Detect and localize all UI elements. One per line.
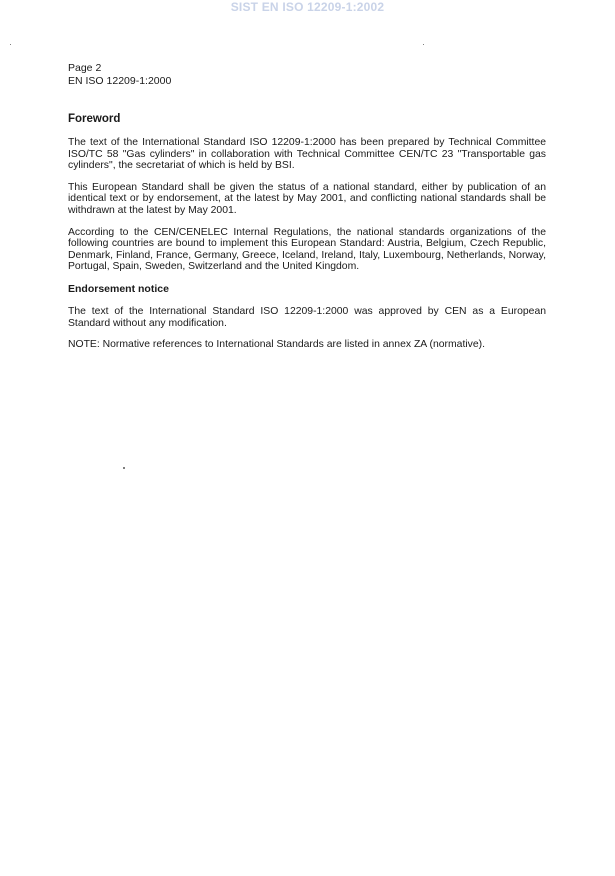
normative-note: NOTE: Normative references to International Standards are listed in annex ZA (normative). [68, 339, 485, 351]
scan-speck [10, 44, 11, 45]
document-id: EN ISO 12209-1:2000 [68, 75, 172, 87]
foreword-paragraph-3: According to the CEN/CENELEC Internal Regulations, the national standards organizations of the following countries are bound to implement this European Standard: Austria, Belgium, Czech Republic, Denmark, Finland, France, Germany, Greece, Iceland, Ireland, Italy, Luxembourg, Netherlands, Norway, Portugal, Spain, Sweden, Switzerland and the United Kingdom. [68, 226, 546, 273]
foreword-paragraph-2: This European Standard shall be given the status of a national standard, either by publication of an identical text or by endorsement, at the latest by May 2001, and conflicting national standards shall be withdrawn at the latest by May 2001. [68, 181, 546, 216]
page-number: Page 2 [68, 62, 102, 74]
document-page [68, 62, 546, 361]
scan-speck [123, 467, 125, 469]
watermark: SIST EN ISO 12209-1:2002 [230, 0, 385, 14]
foreword-paragraph-1: The text of the International Standard ISO 12209-1:2000 has been prepared by Technical Committee ISO/TC 58 "Gas cylinders" in collaboration with Technical Committee CEN/TC 23 "Transportable gas cylinders", the secretariat of which is held by BSI. [68, 137, 546, 172]
scan-speck [423, 44, 424, 45]
foreword-heading: Foreword [68, 113, 121, 125]
endorsement-paragraph: The text of the International Standard ISO 12209-1:2000 was approved by CEN as a European Standard without any modification. [68, 305, 546, 329]
endorsement-heading: Endorsement notice [68, 282, 169, 295]
